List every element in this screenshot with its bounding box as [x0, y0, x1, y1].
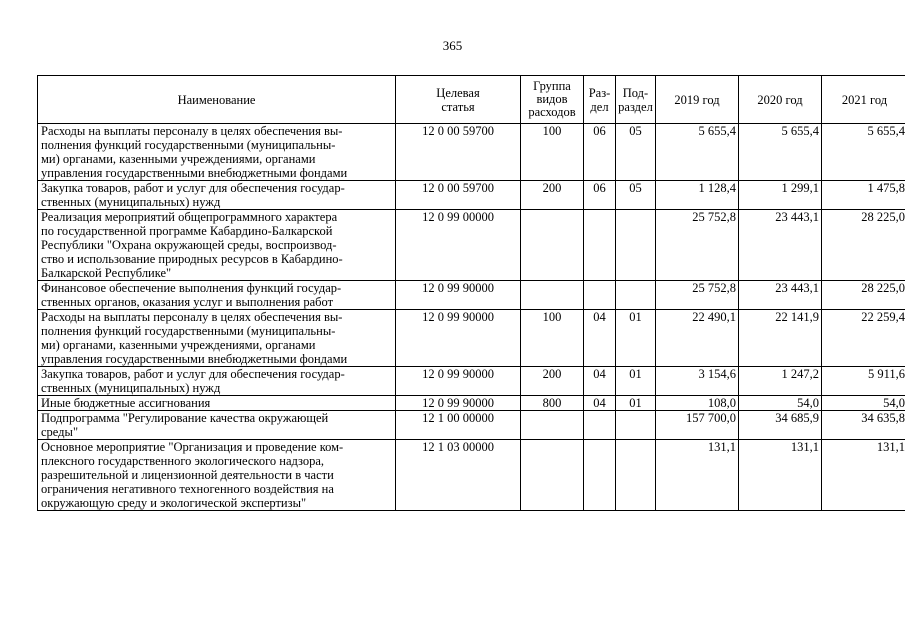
row-expense-group: [521, 210, 584, 281]
row-name-line: ми) органами, казенными учреждениями, органами: [41, 152, 316, 166]
row-name: [38, 440, 396, 511]
row-name-line: ство и использование природных ресурсов в Кабардино-: [41, 252, 343, 266]
row-target-article: 12 0 99 90000: [396, 310, 521, 367]
row-name-line: Республики "Охрана окружающей среды, воспроизвод-: [41, 238, 337, 252]
row-expense-group: [521, 411, 584, 440]
row-name-line: плексного государственного экологического надзора,: [41, 454, 325, 468]
row-value-2020: 5 655,4: [739, 124, 822, 181]
row-name-line: ми) органами, казенными учреждениями, органами: [41, 338, 316, 352]
row-subsection: [616, 411, 656, 440]
row-subsection: 05: [616, 124, 656, 181]
row-name-line: управления государственными внебюджетными фондами: [41, 352, 348, 366]
row-subsection: 05: [616, 181, 656, 210]
row-name-line: Основное мероприятие "Организация и проведение ком-: [41, 440, 344, 454]
row-target-article: 12 0 99 90000: [396, 367, 521, 396]
row-value-2020: 1 299,1: [739, 181, 822, 210]
row-name-line: Расходы на выплаты персоналу в целях обеспечения вы-: [41, 310, 343, 324]
header-2021: 2021 год: [822, 76, 905, 124]
row-value-2021: 5 911,6: [822, 367, 905, 396]
row-value-2020: 22 141,9: [739, 310, 822, 367]
table-row: [38, 440, 905, 511]
row-expense-group: [521, 281, 584, 310]
budget-table: [37, 75, 905, 511]
header-subsection-line: раздел: [618, 99, 653, 114]
row-value-2019: 25 752,8: [656, 210, 739, 281]
row-name-line: управления государственными внебюджетными фондами: [41, 166, 348, 180]
row-name-line: полнения функций государственными (муниципальны-: [41, 138, 336, 152]
row-name-line: Иные бюджетные ассигнования: [41, 396, 211, 410]
row-value-2021: 1 475,8: [822, 181, 905, 210]
row-value-2021: 28 225,0: [822, 281, 905, 310]
header-group-line: видов: [536, 92, 568, 106]
row-value-2021: 22 259,4: [822, 310, 905, 367]
row-expense-group: 800: [521, 396, 584, 411]
row-name-line: по государственной программе Кабардино-Балкарской: [41, 224, 333, 238]
row-value-2019: 22 490,1: [656, 310, 739, 367]
header-section-line: Раз-: [588, 85, 611, 100]
row-section: 06: [584, 124, 616, 181]
table-row: [38, 181, 905, 210]
row-target-article: 12 0 00 59700: [396, 124, 521, 181]
row-name: [38, 396, 396, 411]
row-subsection: 01: [616, 367, 656, 396]
table-row: [38, 310, 905, 367]
header-section-line: дел: [590, 99, 609, 114]
page-number: 365: [442, 38, 463, 53]
row-expense-group: 100: [521, 124, 584, 181]
row-subsection: [616, 440, 656, 511]
row-name-line: ограничения негативного техногенного воздействия на: [41, 482, 334, 496]
header-row: [38, 76, 905, 124]
row-name-line: Закупка товаров, работ и услуг для обеспечения государ-: [41, 181, 345, 195]
table-row: [38, 281, 905, 310]
header-target-line: Целевая: [436, 85, 480, 100]
row-value-2020: 1 247,2: [739, 367, 822, 396]
row-name-line: Закупка товаров, работ и услуг для обеспечения государ-: [41, 367, 345, 381]
row-name: [38, 367, 396, 396]
row-value-2020: 131,1: [739, 440, 822, 511]
row-value-2019: 157 700,0: [656, 411, 739, 440]
header-expense-group: [521, 76, 584, 124]
row-section: 04: [584, 310, 616, 367]
header-2020: 2020 год: [739, 76, 822, 124]
row-name-line: Балкарской Республике": [41, 266, 172, 280]
row-name-line: ственных (муниципальных) нужд: [41, 195, 221, 209]
header-target-article: [396, 76, 521, 124]
row-target-article: 12 0 99 00000: [396, 210, 521, 281]
row-value-2021: 54,0: [822, 396, 905, 411]
row-target-article: 12 1 03 00000: [396, 440, 521, 511]
row-expense-group: [521, 440, 584, 511]
row-value-2019: 5 655,4: [656, 124, 739, 181]
row-value-2020: 23 443,1: [739, 210, 822, 281]
row-value-2021: 34 635,8: [822, 411, 905, 440]
row-name-line: ственных (муниципальных) нужд: [41, 381, 221, 395]
header-name: Наименование: [38, 76, 396, 124]
row-value-2020: 34 685,9: [739, 411, 822, 440]
row-name-line: среды": [41, 425, 79, 439]
row-value-2019: 1 128,4: [656, 181, 739, 210]
row-value-2021: 5 655,4: [822, 124, 905, 181]
header-subsection: [616, 76, 656, 124]
header-2019: 2019 год: [656, 76, 739, 124]
row-section: [584, 281, 616, 310]
row-name-line: ственных органов, оказания услуг и выполнения работ: [41, 295, 334, 309]
row-section: [584, 210, 616, 281]
row-name-line: Реализация мероприятий общепрограммного характера: [41, 210, 338, 224]
row-target-article: 12 0 00 59700: [396, 181, 521, 210]
row-name-line: Финансовое обеспечение выполнения функций государ-: [41, 281, 342, 295]
row-value-2019: 3 154,6: [656, 367, 739, 396]
row-value-2019: 25 752,8: [656, 281, 739, 310]
row-value-2019: 131,1: [656, 440, 739, 511]
row-name-line: Расходы на выплаты персоналу в целях обеспечения вы-: [41, 124, 343, 138]
row-name: [38, 411, 396, 440]
row-name: [38, 181, 396, 210]
row-target-article: 12 1 00 00000: [396, 411, 521, 440]
row-expense-group: 200: [521, 367, 584, 396]
header-group-line: Группа: [533, 79, 571, 93]
row-section: 06: [584, 181, 616, 210]
row-value-2021: 28 225,0: [822, 210, 905, 281]
row-name: [38, 210, 396, 281]
row-name: [38, 124, 396, 181]
row-value-2021: 131,1: [822, 440, 905, 511]
row-value-2020: 54,0: [739, 396, 822, 411]
row-name: [38, 281, 396, 310]
table-row: [38, 124, 905, 181]
row-name: [38, 310, 396, 367]
row-subsection: 01: [616, 396, 656, 411]
table-row: [38, 210, 905, 281]
header-group-line: расходов: [528, 105, 576, 119]
row-section: 04: [584, 367, 616, 396]
row-target-article: 12 0 99 90000: [396, 281, 521, 310]
row-value-2020: 23 443,1: [739, 281, 822, 310]
header-target-line: статья: [441, 99, 475, 114]
row-name-line: полнения функций государственными (муниципальны-: [41, 324, 336, 338]
table-row: [38, 411, 905, 440]
row-expense-group: 100: [521, 310, 584, 367]
header-subsection-line: Под-: [622, 85, 649, 100]
row-name-line: Подпрограмма "Регулирование качества окружающей: [41, 411, 329, 425]
table-row: [38, 396, 905, 411]
row-value-2019: 108,0: [656, 396, 739, 411]
row-section: 04: [584, 396, 616, 411]
row-section: [584, 440, 616, 511]
row-target-article: 12 0 99 90000: [396, 396, 521, 411]
row-name-line: окружающую среду и экологической экспертизы": [41, 496, 307, 510]
row-expense-group: 200: [521, 181, 584, 210]
header-section: [584, 76, 616, 124]
row-name-line: разрешительной и лицензионной деятельности в части: [41, 468, 334, 482]
row-section: [584, 411, 616, 440]
row-subsection: [616, 210, 656, 281]
row-subsection: [616, 281, 656, 310]
table-row: [38, 367, 905, 396]
row-subsection: 01: [616, 310, 656, 367]
